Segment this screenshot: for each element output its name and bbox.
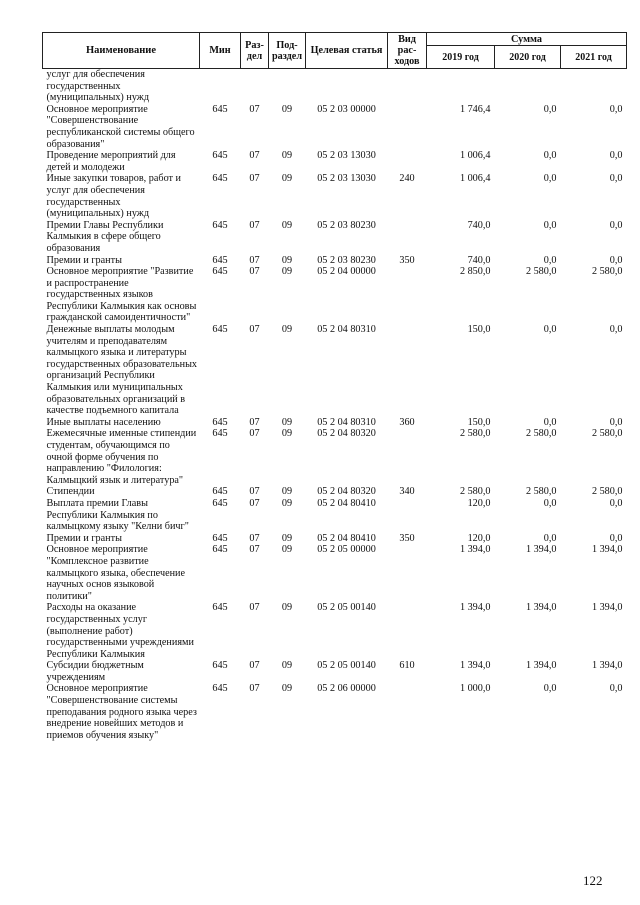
row-sum-2021: 0,0 bbox=[609, 150, 623, 162]
row-sum-2020: 0,0 bbox=[543, 103, 557, 115]
row-sum-2020: 0,0 bbox=[543, 532, 557, 544]
row-vid-rashodov bbox=[388, 69, 427, 104]
row-min: 645 bbox=[212, 173, 228, 185]
row-name: Проведение мероприятий для детей и молодежи bbox=[46, 150, 176, 173]
table-row bbox=[43, 266, 627, 324]
row-sum-2020: 0,0 bbox=[543, 219, 557, 231]
row-sum-2020: 2 580,0 bbox=[525, 428, 557, 440]
row-vid-rashodov bbox=[388, 266, 427, 324]
row-podrazdel: 09 bbox=[281, 416, 293, 428]
row-sum-2019: 2 580,0 bbox=[459, 486, 491, 498]
row-podrazdel: 09 bbox=[281, 266, 293, 278]
row-min: 645 bbox=[212, 150, 228, 162]
row-sum-2021: 0,0 bbox=[609, 254, 623, 266]
row-vid-rashodov: 350 bbox=[399, 254, 415, 266]
row-celevaya-statya: 05 2 03 80230 bbox=[317, 219, 376, 231]
row-min: 645 bbox=[212, 416, 228, 428]
row-podrazdel: 09 bbox=[281, 324, 293, 336]
row-sum-2021: 0,0 bbox=[609, 173, 623, 185]
page-number: 122 bbox=[583, 873, 603, 888]
row-podrazdel: 09 bbox=[281, 544, 293, 556]
row-sum-2021: 2 580,0 bbox=[591, 266, 623, 278]
table-row bbox=[43, 498, 627, 533]
table-row bbox=[43, 533, 627, 545]
row-min bbox=[200, 69, 241, 104]
table-row bbox=[43, 417, 627, 429]
row-vid-rashodov: 240 bbox=[399, 173, 415, 185]
row-sum-2019: 1 006,4 bbox=[459, 150, 491, 162]
row-sum-2020: 0,0 bbox=[543, 150, 557, 162]
row-min: 645 bbox=[212, 497, 228, 509]
row-vid-rashodov bbox=[388, 220, 427, 255]
row-celevaya-statya: 05 2 04 80310 bbox=[317, 416, 376, 428]
row-sum-2019: 740,0 bbox=[467, 219, 491, 231]
header-podrazdel: Под-раздел bbox=[269, 33, 306, 69]
row-name: Денежные выплаты молодым учителям и преподавателям калмыцкого языка и литературы государственных образовательных организаций Республики Калмыкия или муниципальных образовательных организаций в качестве подъемного капитала bbox=[46, 324, 198, 417]
row-celevaya-statya bbox=[306, 69, 388, 104]
row-sum-2021: 2 580,0 bbox=[591, 428, 623, 440]
row-celevaya-statya: 05 2 04 80320 bbox=[317, 428, 376, 440]
row-razdel: 07 bbox=[249, 150, 260, 162]
row-celevaya-statya: 05 2 04 80320 bbox=[317, 486, 376, 498]
header-year-2019: 2019 год bbox=[427, 46, 495, 69]
row-vid-rashodov: 340 bbox=[399, 486, 415, 498]
row-sum-2021: 1 394,0 bbox=[591, 660, 623, 672]
header-vid-rashodov: Вид рас-ходов bbox=[388, 33, 427, 69]
row-min: 645 bbox=[212, 486, 228, 498]
row-podrazdel: 09 bbox=[281, 532, 293, 544]
row-sum-2020: 0,0 bbox=[543, 416, 557, 428]
table-row bbox=[43, 660, 627, 683]
row-sum-2019: 2 580,0 bbox=[459, 428, 491, 440]
row-name: Основное мероприятие "Комплексное развитие калмыцкого языка, обеспечение научных основ языковой политики" bbox=[46, 544, 186, 602]
row-sum-2021: 2 580,0 bbox=[591, 486, 623, 498]
table-row bbox=[43, 255, 627, 267]
table-row bbox=[43, 486, 627, 498]
row-razdel: 07 bbox=[249, 103, 260, 115]
row-sum-2019: 1 394,0 bbox=[459, 602, 491, 614]
budget-table bbox=[42, 32, 627, 741]
header-summa: Сумма bbox=[427, 33, 627, 46]
row-sum-2021: 0,0 bbox=[609, 219, 623, 231]
row-min: 645 bbox=[212, 428, 228, 440]
row-min: 645 bbox=[212, 324, 228, 336]
row-name: Основное мероприятие "Развитие и распространение государственных языков Республики Калмыкия как основы гражданской самоидентичности" bbox=[46, 266, 197, 324]
row-celevaya-statya: 05 2 05 00000 bbox=[317, 544, 376, 556]
row-celevaya-statya: 05 2 05 00140 bbox=[317, 602, 376, 614]
row-sum-2019: 120,0 bbox=[467, 497, 491, 509]
row-vid-rashodov bbox=[388, 602, 427, 660]
row-celevaya-statya: 05 2 03 00000 bbox=[317, 103, 376, 115]
row-sum-2021 bbox=[561, 69, 627, 104]
row-razdel bbox=[241, 69, 269, 104]
row-celevaya-statya: 05 2 03 13030 bbox=[317, 173, 376, 185]
row-sum-2020: 1 394,0 bbox=[525, 660, 557, 672]
table-row bbox=[43, 69, 627, 104]
row-sum-2021: 0,0 bbox=[609, 103, 623, 115]
row-sum-2019 bbox=[427, 69, 495, 104]
row-podrazdel: 09 bbox=[281, 428, 293, 440]
row-min: 645 bbox=[212, 544, 228, 556]
row-name: Выплата премии Главы Республики Калмыкия по калмыцкому языку "Келни бичг" bbox=[46, 497, 189, 533]
row-sum-2019: 1 394,0 bbox=[459, 544, 491, 556]
row-podrazdel: 09 bbox=[281, 486, 293, 498]
row-razdel: 07 bbox=[249, 266, 260, 278]
row-name: Иные выплаты населению bbox=[46, 416, 161, 428]
row-min: 645 bbox=[212, 602, 228, 614]
row-sum-2020: 2 580,0 bbox=[525, 266, 557, 278]
row-sum-2019: 120,0 bbox=[467, 532, 491, 544]
row-name: Премии и гранты bbox=[46, 254, 122, 266]
table-row bbox=[43, 324, 627, 417]
row-vid-rashodov bbox=[388, 324, 427, 417]
row-celevaya-statya: 05 2 03 13030 bbox=[317, 150, 376, 162]
row-podrazdel: 09 bbox=[281, 150, 293, 162]
row-razdel: 07 bbox=[249, 416, 260, 428]
row-name: Расходы на оказание государственных услуг (выполнение работ) государственными учреждениями Республики Калмыкия bbox=[46, 602, 194, 660]
row-podrazdel: 09 bbox=[281, 683, 293, 695]
row-sum-2019: 1 006,4 bbox=[459, 173, 491, 185]
row-razdel: 07 bbox=[249, 324, 260, 336]
table-row bbox=[43, 683, 627, 741]
row-sum-2021: 1 394,0 bbox=[591, 602, 623, 614]
table-header bbox=[43, 33, 627, 69]
row-vid-rashodov: 360 bbox=[399, 416, 415, 428]
row-razdel: 07 bbox=[249, 219, 260, 231]
row-podrazdel: 09 bbox=[281, 219, 293, 231]
row-vid-rashodov bbox=[388, 683, 427, 741]
row-name: Стипендии bbox=[46, 486, 95, 498]
row-sum-2019: 1 000,0 bbox=[459, 683, 491, 695]
row-razdel: 07 bbox=[249, 602, 260, 614]
row-razdel: 07 bbox=[249, 173, 260, 185]
table-body bbox=[43, 69, 627, 742]
row-sum-2020: 1 394,0 bbox=[525, 602, 557, 614]
table-row bbox=[43, 150, 627, 173]
row-name: Премии Главы Республики Калмыкия в сфере общего образования bbox=[46, 219, 164, 254]
row-sum-2020: 0,0 bbox=[543, 497, 557, 509]
row-razdel: 07 bbox=[249, 660, 260, 672]
row-celevaya-statya: 05 2 04 80410 bbox=[317, 532, 376, 544]
row-podrazdel: 09 bbox=[281, 497, 293, 509]
row-min: 645 bbox=[212, 683, 228, 695]
row-name: Премии и гранты bbox=[46, 532, 122, 544]
row-celevaya-statya: 05 2 04 00000 bbox=[317, 266, 376, 278]
row-celevaya-statya: 05 2 06 00000 bbox=[317, 683, 376, 695]
table-row bbox=[43, 220, 627, 255]
row-sum-2020: 0,0 bbox=[543, 254, 557, 266]
row-sum-2021: 0,0 bbox=[609, 324, 623, 336]
row-razdel: 07 bbox=[249, 683, 260, 695]
row-sum-2021: 0,0 bbox=[609, 416, 623, 428]
header-year-2021: 2021 год bbox=[561, 46, 627, 69]
row-celevaya-statya: 05 2 04 80410 bbox=[317, 497, 376, 509]
row-min: 645 bbox=[212, 532, 228, 544]
row-razdel: 07 bbox=[249, 486, 260, 498]
header-name: Наименование bbox=[43, 33, 200, 69]
row-name: Ежемесячные именные стипендии студентам, обучающимся по очной форме обучения по направлению "Филология: Калмыцкий язык и литература" bbox=[46, 428, 197, 486]
row-podrazdel: 09 bbox=[281, 660, 293, 672]
row-sum-2021: 0,0 bbox=[609, 497, 623, 509]
row-razdel: 07 bbox=[249, 544, 260, 556]
row-podrazdel: 09 bbox=[281, 173, 293, 185]
row-min: 645 bbox=[212, 660, 228, 672]
row-min: 645 bbox=[212, 254, 228, 266]
row-sum-2019: 150,0 bbox=[467, 416, 491, 428]
row-min: 645 bbox=[212, 103, 228, 115]
row-podrazdel: 09 bbox=[281, 103, 293, 115]
row-sum-2021: 0,0 bbox=[609, 683, 623, 695]
row-razdel: 07 bbox=[249, 428, 260, 440]
row-sum-2021: 1 394,0 bbox=[591, 544, 623, 556]
row-podrazdel: 09 bbox=[281, 254, 293, 266]
row-razdel: 07 bbox=[249, 497, 260, 509]
header-min: Мин bbox=[200, 33, 241, 69]
table-row bbox=[43, 544, 627, 602]
row-razdel: 07 bbox=[249, 254, 260, 266]
row-vid-rashodov: 610 bbox=[399, 660, 415, 672]
row-sum-2020 bbox=[495, 69, 561, 104]
header-year-2020: 2020 год bbox=[495, 46, 561, 69]
row-vid-rashodov bbox=[388, 150, 427, 173]
row-sum-2020: 0,0 bbox=[543, 324, 557, 336]
table-row bbox=[43, 602, 627, 660]
row-min: 645 bbox=[212, 266, 228, 278]
table-row bbox=[43, 104, 627, 150]
row-podrazdel bbox=[269, 69, 306, 104]
row-sum-2019: 150,0 bbox=[467, 324, 491, 336]
row-name: Основное мероприятие "Совершенствование республиканской системы общего образования" bbox=[46, 103, 195, 150]
row-vid-rashodov bbox=[388, 544, 427, 602]
row-sum-2020: 0,0 bbox=[543, 683, 557, 695]
row-podrazdel: 09 bbox=[281, 602, 293, 614]
row-name: услуг для обеспечения государственных (муниципальных) нужд bbox=[46, 69, 149, 104]
row-sum-2019: 2 850,0 bbox=[459, 266, 491, 278]
header-celevaya-statya: Целевая статья bbox=[306, 33, 388, 69]
row-sum-2020: 2 580,0 bbox=[525, 486, 557, 498]
row-celevaya-statya: 05 2 03 80230 bbox=[317, 254, 376, 266]
row-name: Иные закупки товаров, работ и услуг для обеспечения государственных (муниципальных) нужд bbox=[46, 173, 181, 220]
row-sum-2020: 1 394,0 bbox=[525, 544, 557, 556]
row-razdel: 07 bbox=[249, 532, 260, 544]
table-row bbox=[43, 173, 627, 219]
row-sum-2019: 1 394,0 bbox=[459, 660, 491, 672]
row-sum-2019: 740,0 bbox=[467, 254, 491, 266]
row-vid-rashodov bbox=[388, 498, 427, 533]
row-vid-rashodov bbox=[388, 428, 427, 486]
row-min: 645 bbox=[212, 219, 228, 231]
row-sum-2019: 1 746,4 bbox=[459, 103, 491, 115]
table-row bbox=[43, 428, 627, 486]
row-sum-2020: 0,0 bbox=[543, 173, 557, 185]
row-celevaya-statya: 05 2 05 00140 bbox=[317, 660, 376, 672]
row-vid-rashodov bbox=[388, 104, 427, 150]
row-name: Основное мероприятие "Совершенствование системы преподавания родного языка через внедрение новейших методов и приемов обучения языку" bbox=[46, 683, 197, 741]
header-razdel: Раз-дел bbox=[241, 33, 269, 69]
row-vid-rashodov: 350 bbox=[399, 532, 415, 544]
row-name: Субсидии бюджетным учреждениям bbox=[46, 660, 144, 683]
row-sum-2021: 0,0 bbox=[609, 532, 623, 544]
row-celevaya-statya: 05 2 04 80310 bbox=[317, 324, 376, 336]
